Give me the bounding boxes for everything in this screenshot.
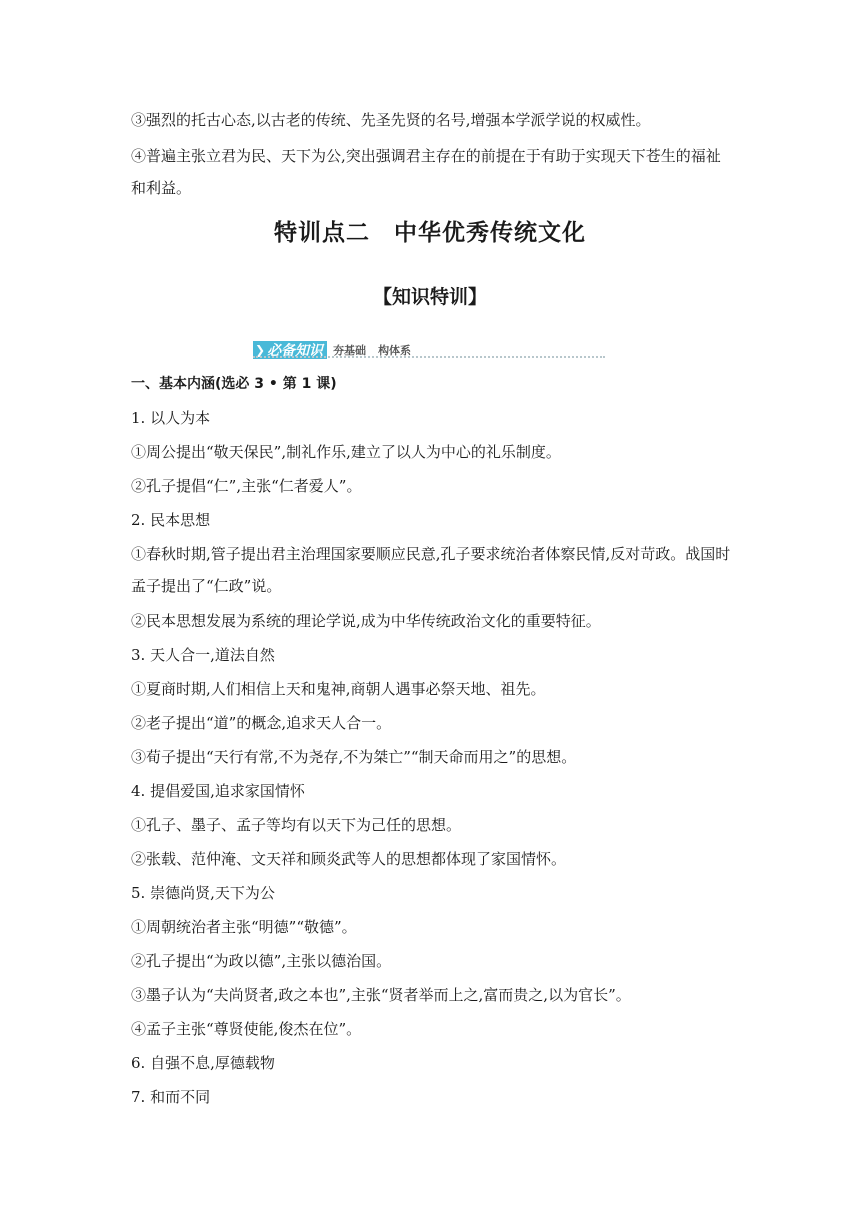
banner-sub-2: 构体系 — [378, 344, 412, 357]
topic-heading-5: 5. 崇德尚贤,天下为公 — [131, 884, 275, 902]
topic-heading-6: 6. 自强不息,厚德载物 — [131, 1054, 275, 1072]
list-item: ④孟子主张“尊贤使能,俊杰在位”。 — [131, 1020, 362, 1038]
list-item: ①春秋时期,管子提出君主治理国家要顺应民意,孔子要求统治者体察民情,反对苛政。战国时孟子提出了“仁政”说。 — [131, 545, 731, 595]
knowledge-banner — [253, 340, 411, 360]
intro-paragraph-3: ③强烈的托古心态,以古老的传统、先圣先贤的名号,增强本学派学说的权威性。 — [131, 111, 651, 129]
list-item: ②民本思想发展为系统的理论学说,成为中华传统政治文化的重要特征。 — [131, 612, 601, 630]
list-item: ③墨子认为“夫尚贤者,政之本也”,主张“贤者举而上之,富而贵之,以为官长”。 — [131, 986, 631, 1004]
chevron-right-icon: ❯ — [255, 343, 266, 357]
list-item: ①周公提出“敬天保民”,制礼作乐,建立了以人为中心的礼乐制度。 — [131, 443, 561, 461]
banner-sub-1: 夯基础 — [333, 344, 367, 357]
topic-heading-2: 2. 民本思想 — [131, 511, 211, 529]
topic-heading-1: 1. 以人为本 — [131, 409, 211, 427]
list-item: ①孔子、墨子、孟子等均有以天下为己任的思想。 — [131, 816, 462, 834]
topic-heading-3: 3. 天人合一,道法自然 — [131, 646, 275, 664]
title-part-1: 特训点二 — [274, 220, 370, 246]
banner-dotted-divider — [253, 356, 605, 358]
intro-paragraph-4: ④普遍主张立君为民、天下为公,突出强调君主存在的前提在于有助于实现天下苍生的福祉和利益。 — [131, 147, 721, 197]
banner-badge-label: 必备知识 — [267, 343, 324, 359]
section-subtitle: 【知识特训】 — [372, 286, 487, 308]
topic-heading-4: 4. 提倡爱国,追求家国情怀 — [131, 782, 305, 800]
list-item: ②老子提出“道”的概念,追求天人合一。 — [131, 714, 392, 732]
list-item: ③荀子提出“天行有常,不为尧存,不为桀亡”“制天命而用之”的思想。 — [131, 748, 577, 766]
list-item: ①周朝统治者主张“明德”“敬德”。 — [131, 918, 357, 936]
list-item: ②张载、范仲淹、文天祥和顾炎武等人的思想都体现了家国情怀。 — [131, 850, 567, 868]
section-heading: 一、基本内涵(选必 3 • 第 1 课) — [131, 376, 337, 392]
list-item: ②孔子提出“为政以德”,主张以德治国。 — [131, 952, 392, 970]
topic-heading-7: 7. 和而不同 — [131, 1088, 211, 1106]
list-item: ①夏商时期,人们相信上天和鬼神,商朝人遇事必祭天地、祖先。 — [131, 680, 546, 698]
list-item: ②孔子提倡“仁”,主张“仁者爱人”。 — [131, 477, 362, 495]
title-part-2: 中华优秀传统文化 — [394, 220, 586, 246]
page-title — [0, 214, 860, 247]
